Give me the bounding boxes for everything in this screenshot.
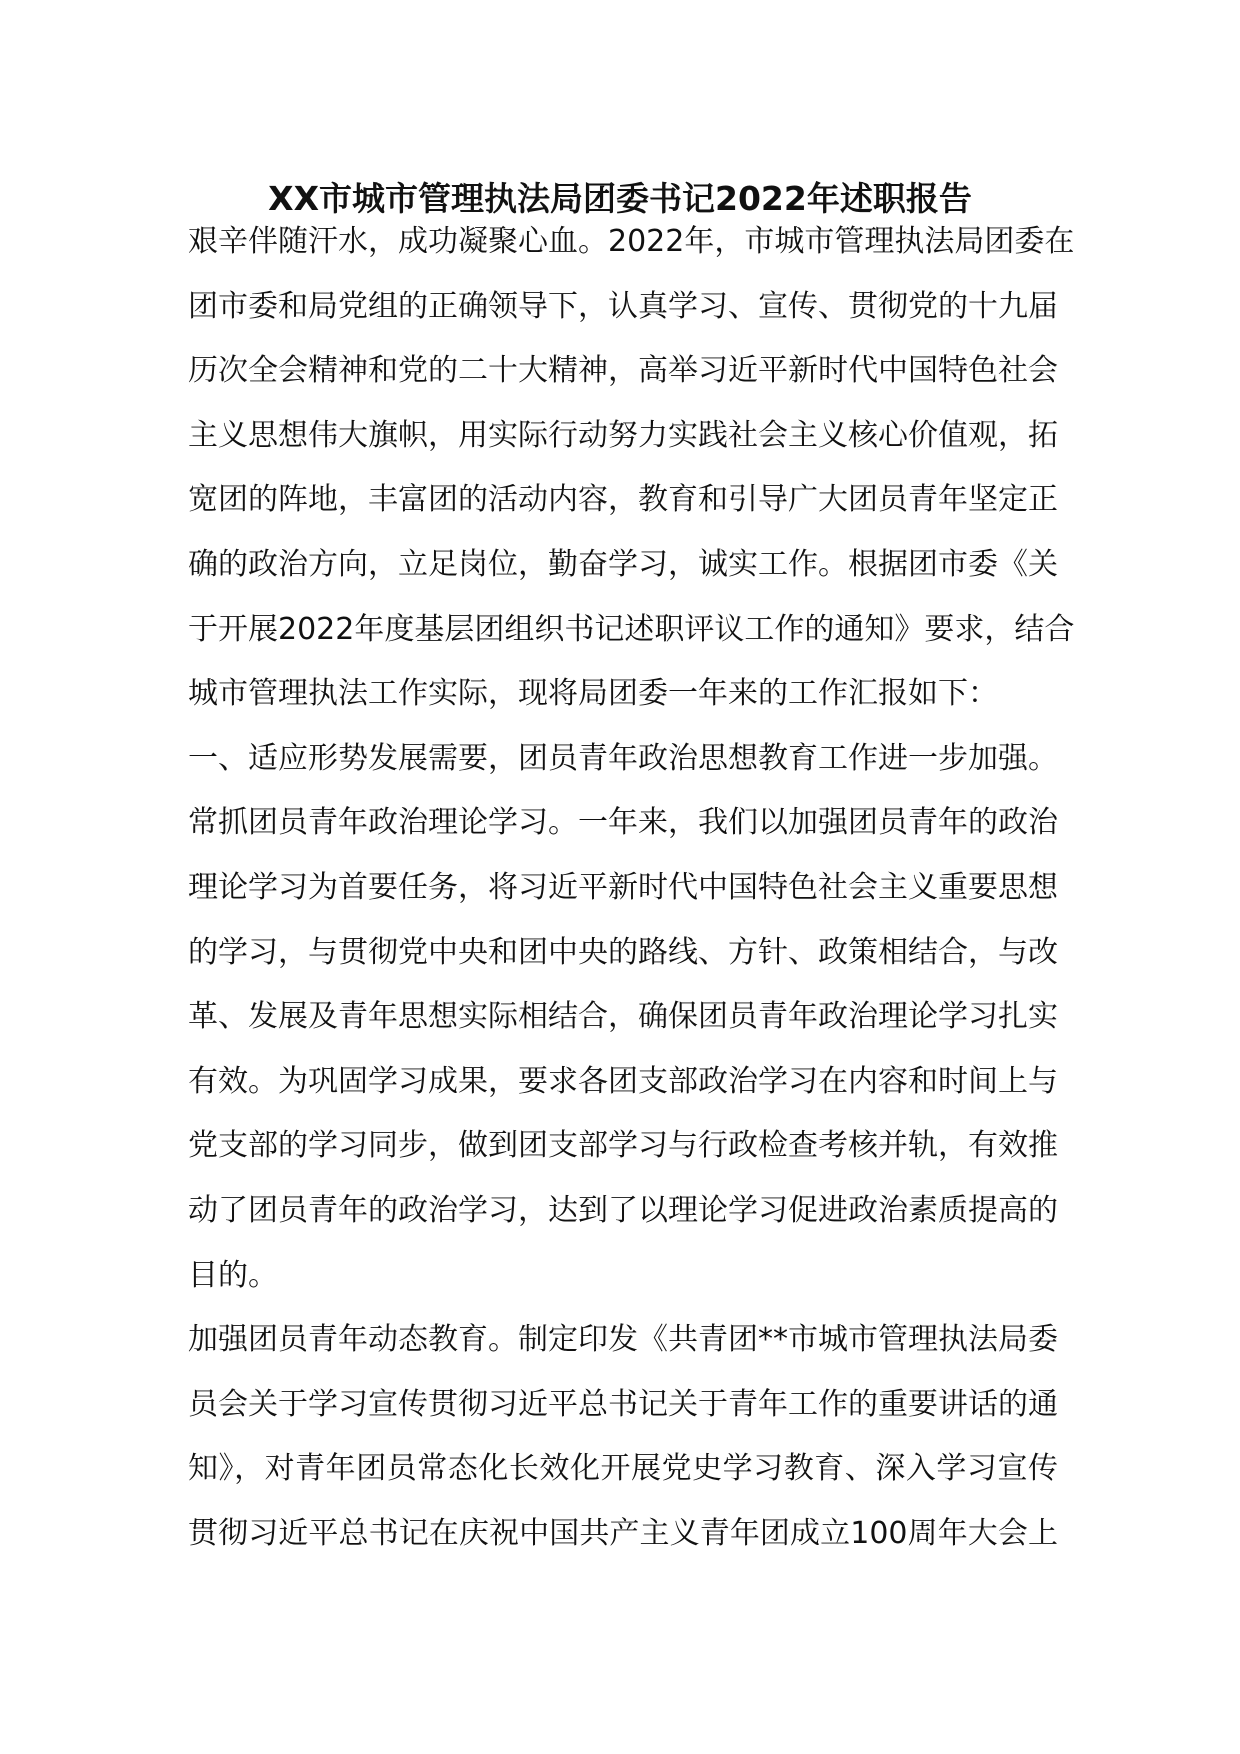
body-line: 目的。 — [188, 1257, 278, 1293]
body-line: 有效。为巩固学习成果，要求各团支部政治学习在内容和时间上与 — [188, 1063, 1058, 1099]
body-line: 加强团员青年动态教育。制定印发《共青团**市城市管理执法局委 — [188, 1322, 1058, 1358]
body-line: 革、发展及青年思想实际相结合，确保团员青年政治理论学习扎实 — [188, 999, 1058, 1035]
body-line: 城市管理执法工作实际，现将局团委一年来的工作汇报如下： — [188, 676, 998, 712]
body-line: 宽团的阵地，丰富团的活动内容，教育和引导广大团员青年坚定正 — [188, 482, 1058, 518]
body-line: 历次全会精神和党的二十大精神，高举习近平新时代中国特色社会 — [188, 353, 1058, 389]
body-line: 主义思想伟大旗帜，用实际行动努力实践社会主义核心价值观，拓 — [188, 417, 1058, 453]
body-line: 常抓团员青年政治理论学习。一年来，我们以加强团员青年的政治 — [188, 805, 1058, 841]
body-line: 动了团员青年的政治学习，达到了以理论学习促进政治素质提高的 — [188, 1192, 1058, 1228]
body-line: 团市委和局党组的正确领导下，认真学习、宣传、贯彻党的十九届 — [188, 288, 1058, 324]
body-line: 员会关于学习宣传贯彻习近平总书记关于青年工作的重要讲话的通 — [188, 1386, 1058, 1422]
body-line: 的学习，与贯彻党中央和团中央的路线、方针、政策相结合，与改 — [188, 934, 1058, 970]
section-heading: 一、适应形势发展需要，团员青年政治思想教育工作进一步加强。 — [188, 740, 1058, 776]
document-body — [188, 210, 1075, 1566]
body-line: 艰辛伴随汗水，成功凝聚心血。2022年，市城市管理执法局团委在 — [188, 224, 1075, 259]
body-line: 知》，对青年团员常态化长效化开展党史学习教育、深入学习宣传 — [188, 1451, 1058, 1487]
body-line: 党支部的学习同步，做到团支部学习与行政检查考核并轨，有效推 — [188, 1128, 1058, 1164]
body-line: 确的政治方向，立足岗位，勤奋学习，诚实工作。根据团市委《关 — [188, 546, 1058, 582]
body-line: 理论学习为首要任务，将习近平新时代中国特色社会主义重要思想 — [188, 869, 1058, 905]
body-line: 贯彻习近平总书记在庆祝中国共产主义青年团成立100周年大会上 — [188, 1515, 1058, 1551]
document-title: XX市城市管理执法局团委书记2022年述职报告 — [268, 179, 972, 218]
body-line: 于开展2022年度基层团组织书记述职评议工作的通知》要求，结合 — [188, 611, 1075, 647]
